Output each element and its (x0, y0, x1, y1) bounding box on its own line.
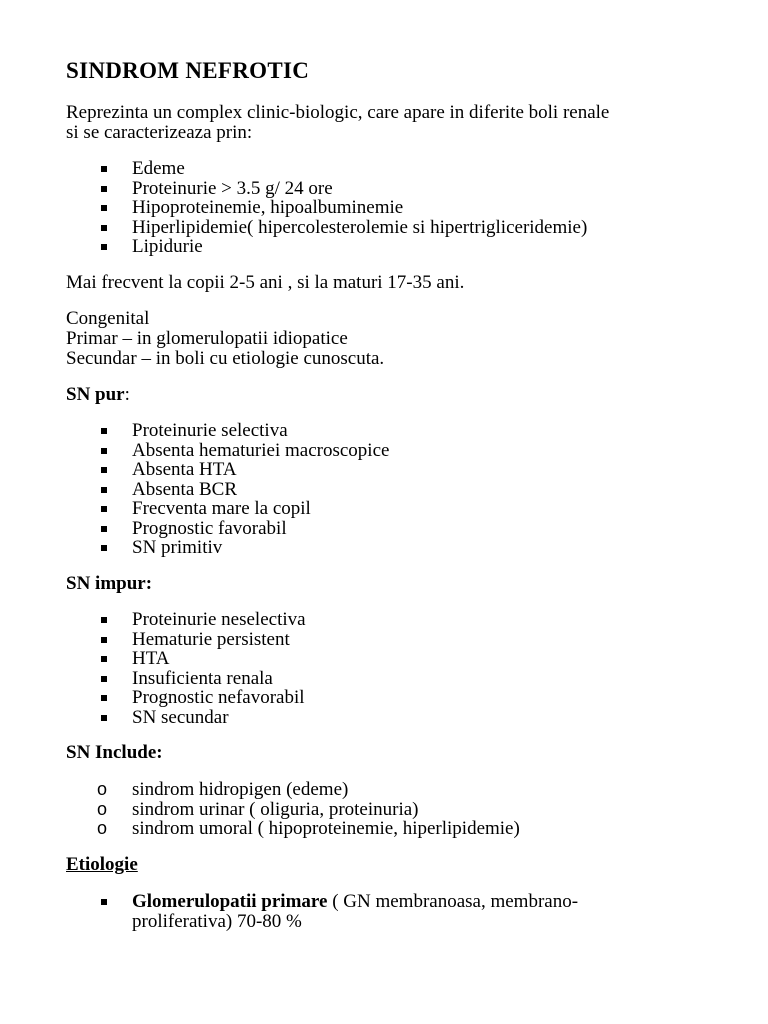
list-item: Proteinurie > 3.5 g/ 24 ore (0, 179, 587, 199)
square-bullet-icon (101, 676, 107, 682)
intro-line-2: si se caracterizeaza prin: (66, 122, 253, 143)
square-bullet-icon (101, 428, 107, 434)
square-bullet-icon (101, 545, 107, 551)
list-item: Hipoproteinemie, hipoalbuminemie (0, 198, 587, 218)
square-bullet-icon (101, 225, 107, 231)
sn-impur-list (0, 610, 306, 727)
list-item: Glomerulopatii primare ( GN membranoasa, membrano- proliferativa) 70-80 % (0, 892, 692, 931)
list-item: Hiperlipidemie( hipercolesterolemie si hipertrigliceridemie) (0, 218, 587, 238)
square-bullet-icon (101, 656, 107, 662)
list-item: o sindrom urinar ( oliguria, proteinuria) (97, 798, 419, 820)
list-item: Lipidurie (0, 237, 587, 257)
types-line-3: Secundar – in boli cu etiologie cunoscuta. (66, 348, 385, 369)
list-item: Proteinurie selectiva (0, 421, 389, 441)
square-bullet-icon (101, 448, 107, 454)
page-title: SINDROM NEFROTIC (66, 58, 310, 83)
frequency-paragraph: Mai frecvent la copii 2-5 ani , si la maturi 17-35 ani. (66, 272, 465, 293)
square-bullet-icon (101, 205, 107, 211)
list-item: Absenta HTA (0, 460, 389, 480)
square-bullet-icon (101, 695, 107, 701)
square-bullet-icon (101, 467, 107, 473)
list-item: HTA (0, 649, 306, 669)
intro-paragraph (66, 103, 609, 143)
square-bullet-icon (101, 244, 107, 250)
list-item: Prognostic favorabil (0, 519, 389, 539)
square-bullet-icon (101, 715, 107, 721)
list-item: Hematurie persistent (0, 630, 306, 650)
square-bullet-icon (101, 899, 107, 905)
types-line-2: Primar – in glomerulopatii idiopatice (66, 328, 348, 349)
list-item: o sindrom umoral ( hipoproteinemie, hiperlipidemie) (97, 818, 520, 839)
list-item: Absenta BCR (0, 480, 389, 500)
square-bullet-icon (101, 487, 107, 493)
etiologie-list (0, 892, 692, 931)
circle-bullet-icon: o (97, 779, 108, 799)
square-bullet-icon (101, 637, 107, 643)
square-bullet-icon (101, 506, 107, 512)
intro-line-1: Reprezinta un complex clinic-biologic, care apare in diferite boli renale (66, 102, 610, 123)
list-item: SN primitiv (0, 538, 389, 558)
square-bullet-icon (101, 617, 107, 623)
types-line-1: Congenital (66, 308, 150, 329)
square-bullet-icon (101, 166, 107, 172)
circle-bullet-icon: o (97, 798, 108, 819)
list-item: Insuficienta renala (0, 669, 306, 689)
list-item: Prognostic nefavorabil (0, 688, 306, 708)
list-item: Absenta hematuriei macroscopice (0, 441, 389, 461)
list-item: Proteinurie neselectiva (0, 610, 306, 630)
list-item: o sindrom hidropigen (edeme) (97, 779, 349, 800)
square-bullet-icon (101, 526, 107, 532)
square-bullet-icon (101, 186, 107, 192)
types-paragraph (66, 309, 384, 369)
sn-pur-list (0, 421, 389, 558)
list-item: Frecventa mare la copil (0, 499, 389, 519)
list-item: SN secundar (0, 708, 306, 728)
sn-include-heading: SN Include: (66, 742, 163, 763)
list-item: Edeme (0, 159, 587, 179)
sn-impur-heading: SN impur: (66, 573, 153, 594)
characteristics-list (0, 159, 587, 257)
circle-bullet-icon: o (97, 818, 108, 838)
etiologie-heading: Etiologie (66, 854, 138, 875)
sn-pur-heading: SN pur: (66, 384, 130, 405)
sn-include-list (0, 780, 520, 839)
